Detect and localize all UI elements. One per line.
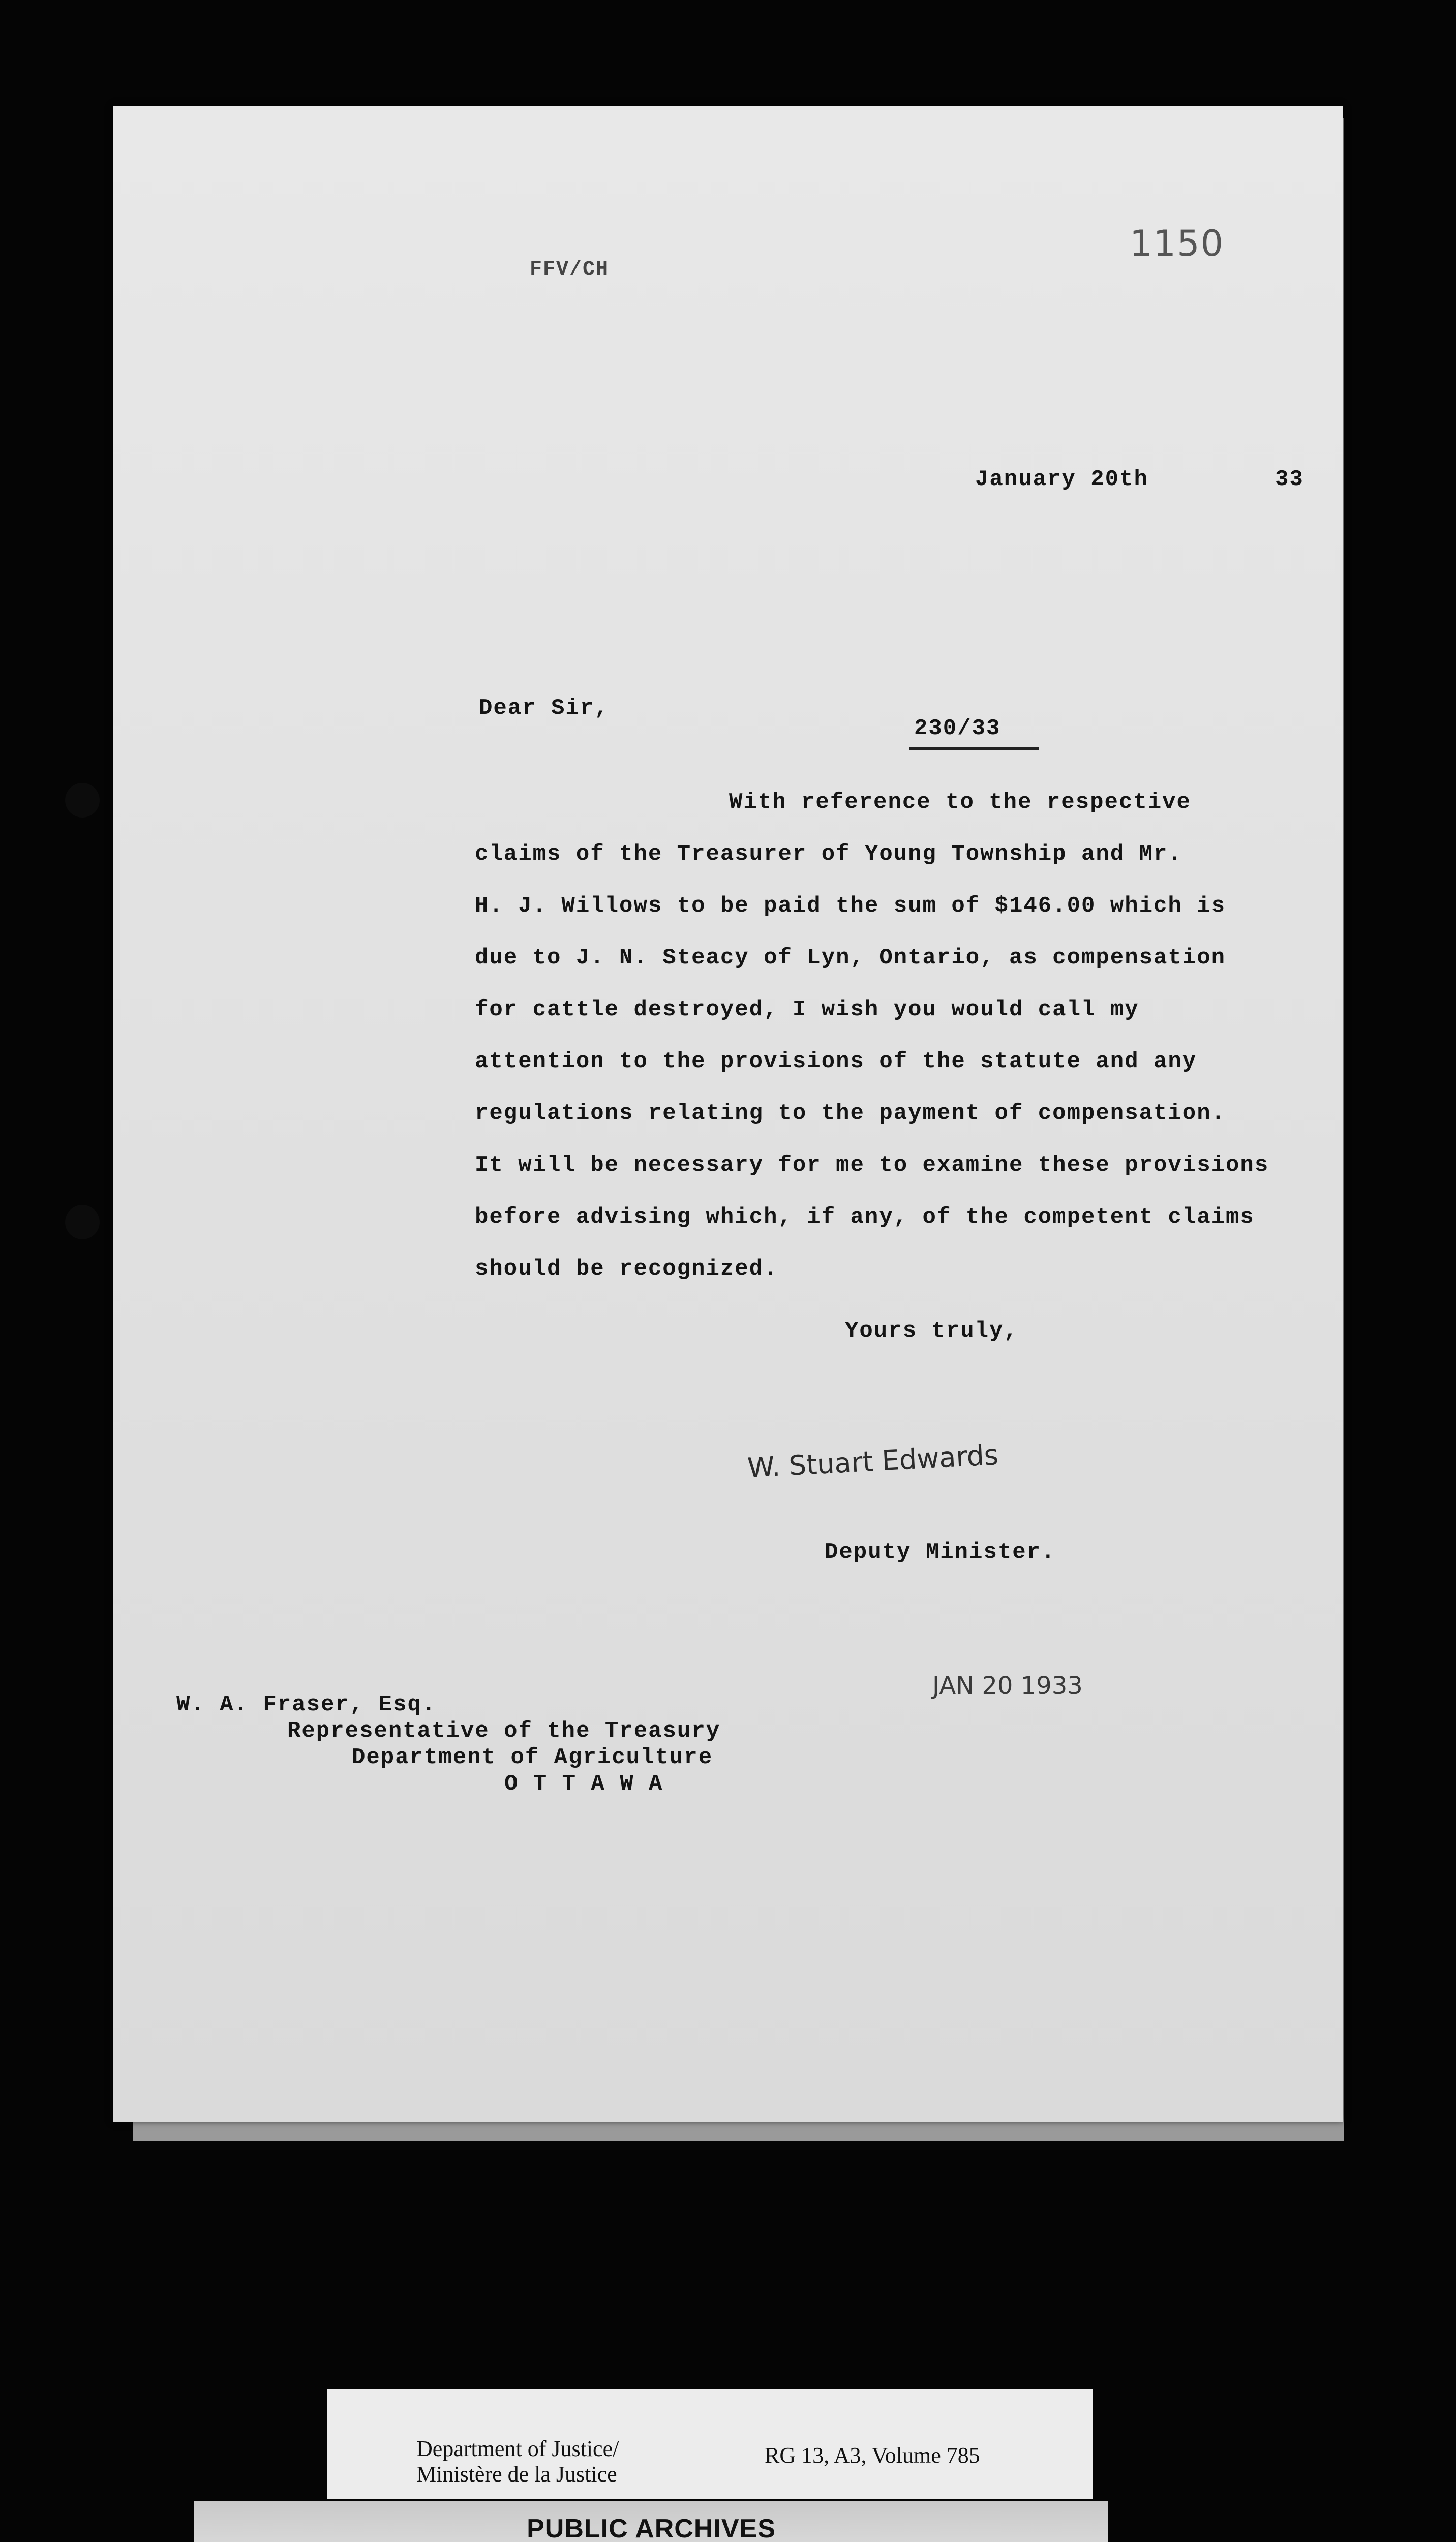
- letter-sheet: [113, 106, 1343, 2122]
- addressee-line: O T T A W A: [504, 1771, 663, 1797]
- department-name-fr: Ministère de la Justice: [416, 2462, 617, 2487]
- body-line: due to J. N. Steacy of Lyn, Ontario, as compensation: [475, 945, 1226, 971]
- body-line: H. J. Willows to be paid the sum of $146.00 which is: [475, 893, 1226, 919]
- body-line: regulations relating to the payment of compensation.: [475, 1101, 1226, 1126]
- salutation: Dear Sir,: [479, 695, 609, 721]
- addressee-line: W. A. Fraser, Esq.: [176, 1692, 437, 1717]
- body-line: claims of the Treasurer of Young Township and Mr.: [475, 841, 1182, 867]
- addressee-line: Department of Agriculture: [352, 1745, 713, 1770]
- signature-stamp: W. Stuart Edwards: [746, 1439, 999, 1484]
- department-name-en: Department of Justice/: [416, 2436, 619, 2461]
- closing: Yours truly,: [845, 1318, 1018, 1344]
- punch-hole: [65, 783, 100, 818]
- reference-code: FFV/CH: [530, 258, 610, 281]
- file-reference-underline: [909, 747, 1039, 750]
- body-line: for cattle destroyed, I wish you would call my: [475, 997, 1139, 1022]
- page-number: 1150: [1130, 223, 1225, 264]
- received-date-stamp: JAN 20 1933: [932, 1672, 1083, 1700]
- body-line: before advising which, if any, of the competent claims: [475, 1204, 1255, 1230]
- body-line: With reference to the respective: [729, 790, 1191, 815]
- department-name: [416, 2436, 619, 2487]
- letter-date-year: 33: [1275, 467, 1304, 492]
- file-reference: 230/33: [914, 716, 1001, 741]
- public-archives-stamp: [194, 2501, 1108, 2542]
- archives-line-en: PUBLIC ARCHIVES: [527, 2514, 776, 2542]
- signatory-title: Deputy Minister.: [825, 1539, 1056, 1565]
- letter-date: January 20th: [975, 467, 1148, 492]
- body-line: It will be necessary for me to examine these provisions: [475, 1153, 1269, 1178]
- body-line: attention to the provisions of the statute and any: [475, 1049, 1197, 1074]
- record-group: RG 13, A3, Volume 785: [765, 2443, 980, 2468]
- archive-reference-label: [327, 2389, 1093, 2499]
- body-line: should be recognized.: [475, 1256, 778, 1282]
- addressee-line: Representative of the Treasury: [287, 1718, 721, 1744]
- punch-hole: [65, 1205, 100, 1239]
